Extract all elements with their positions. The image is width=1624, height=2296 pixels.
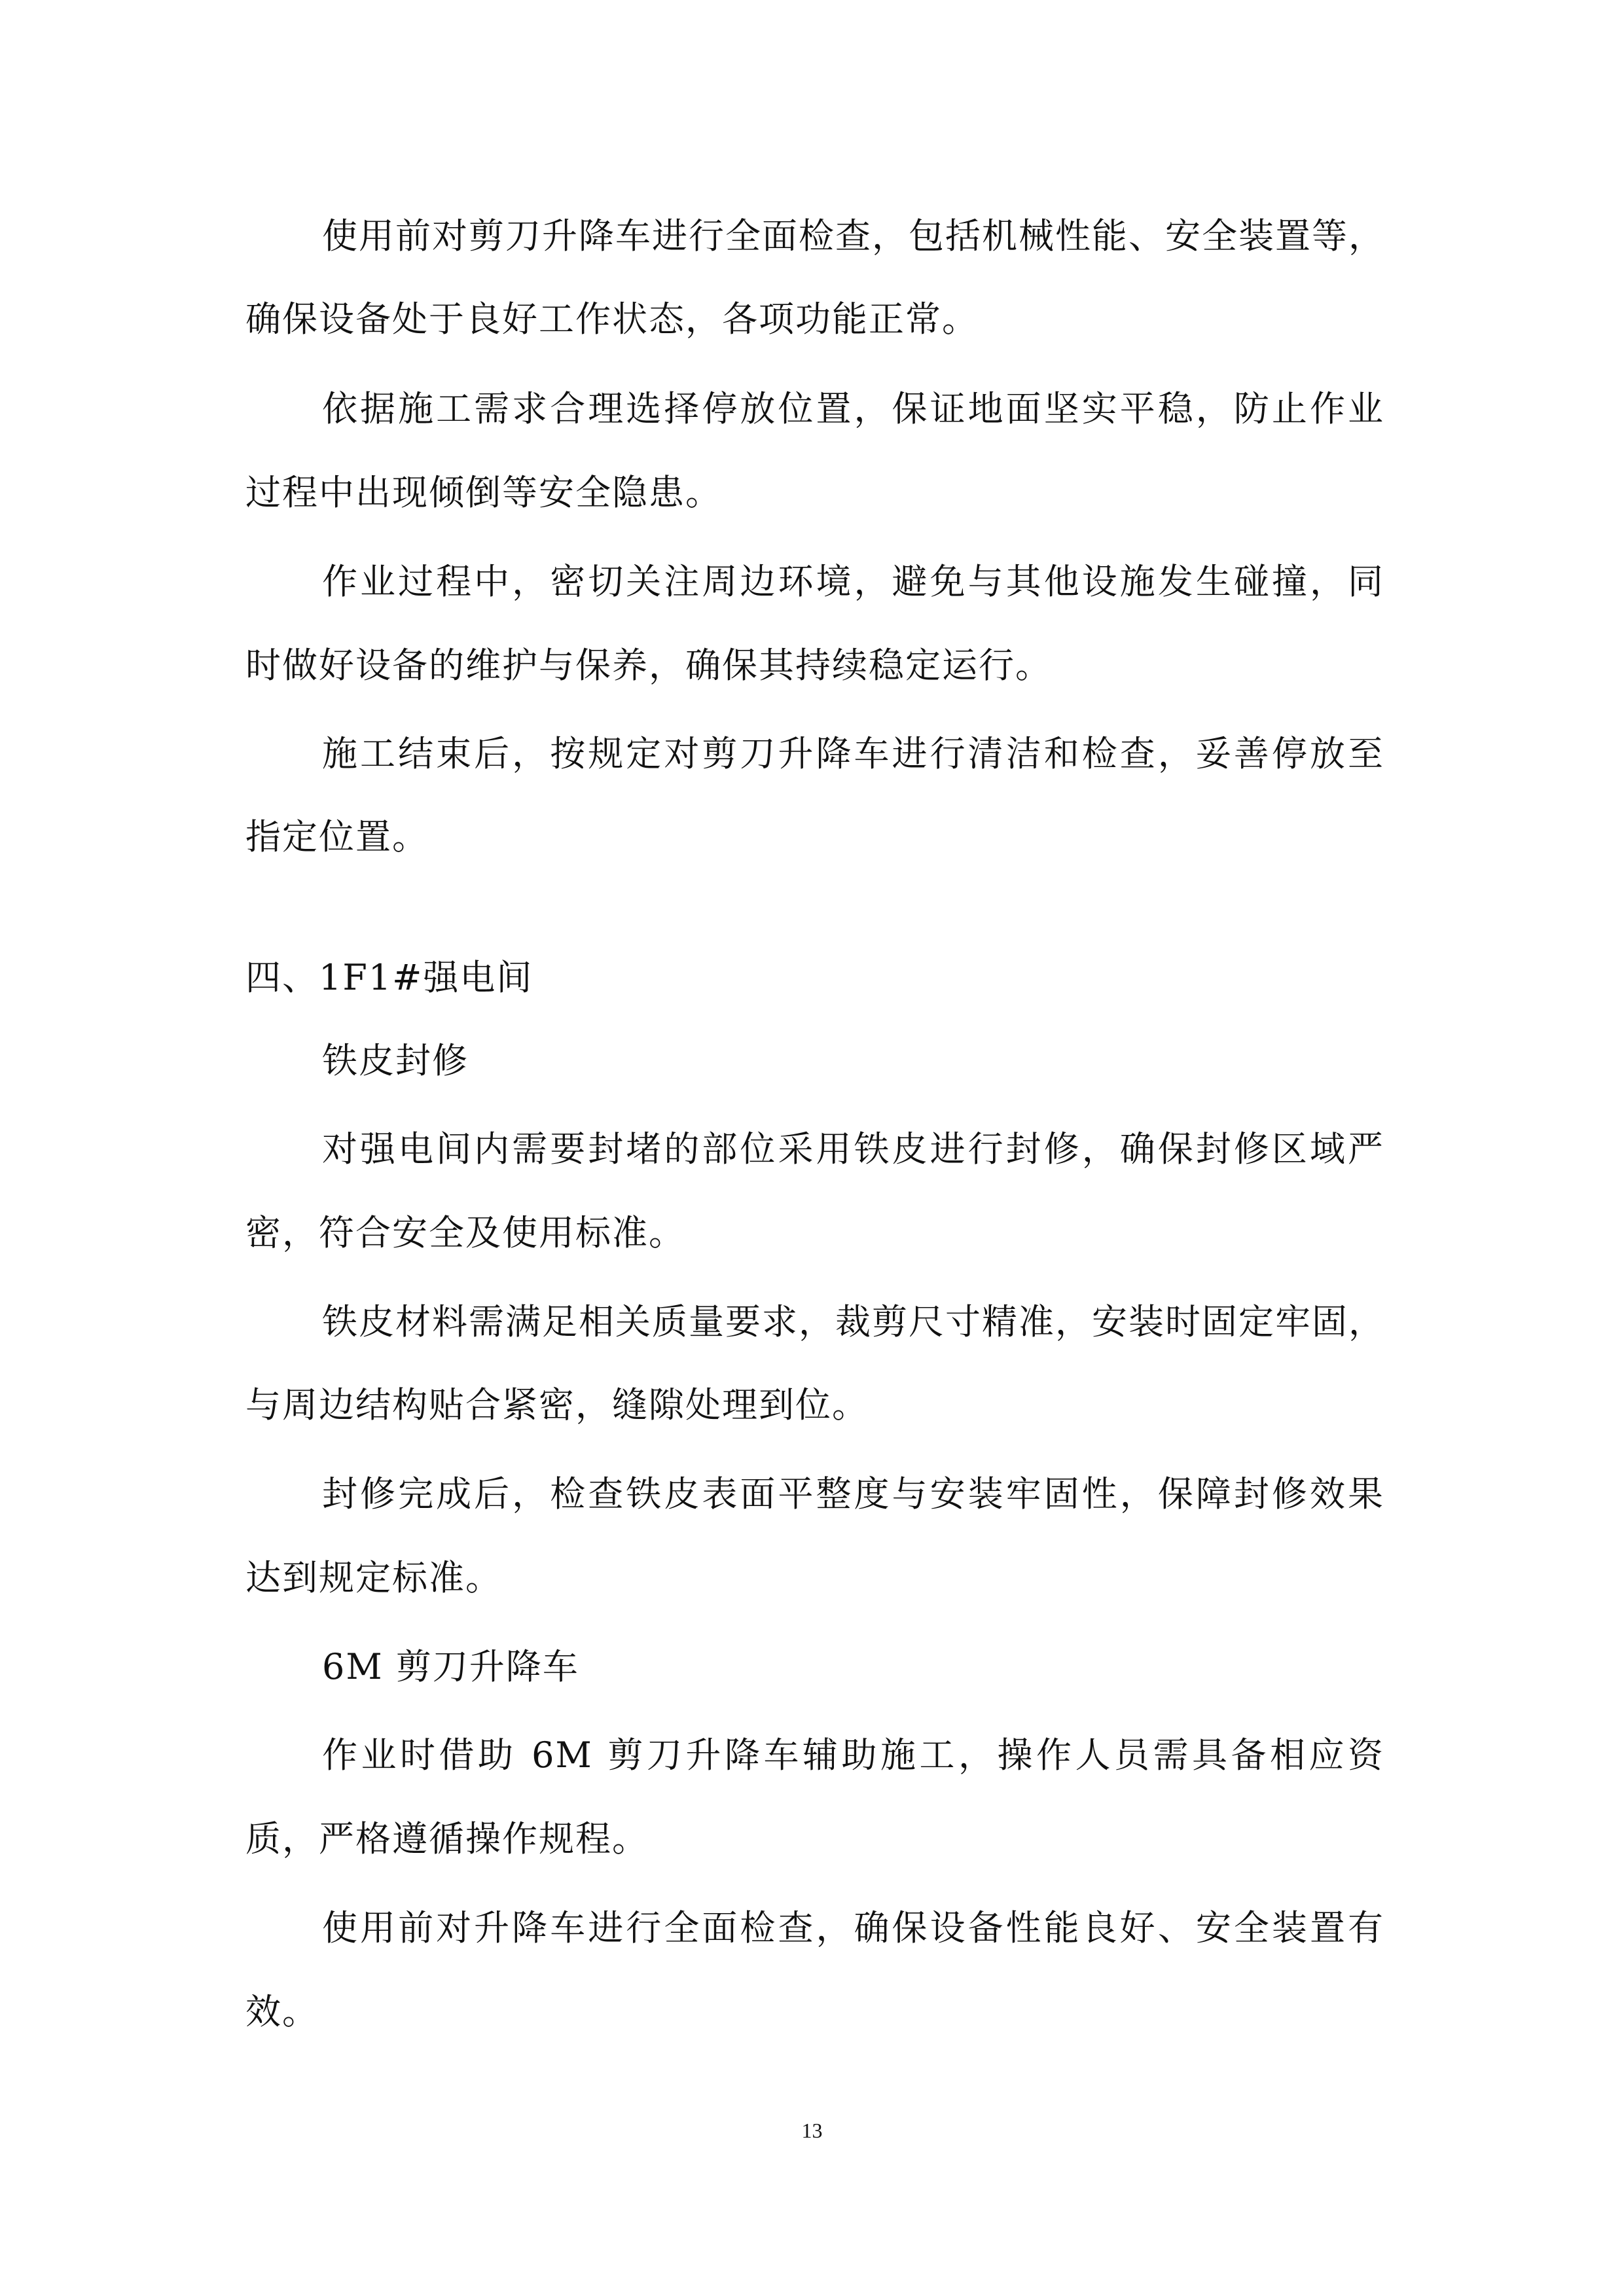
paragraph-line: 指定位置。 [245, 816, 429, 857]
subheading: 6M 剪刀升降车 [322, 1646, 579, 1687]
paragraph-line: 过程中出现倾倒等安全隐患。 [245, 472, 722, 513]
paragraph-line: 效。 [245, 1991, 319, 2032]
paragraph-line: 铁皮材料需满足相关质量要求，裁剪尺寸精准，安装时固定牢固， [322, 1301, 1385, 1342]
paragraph-line: 质，严格遵循操作规程。 [245, 1818, 649, 1859]
paragraph-line: 使用前对剪刀升降车进行全面检查，包括机械性能、安全装置等， [322, 215, 1385, 257]
paragraph-line: 达到规定标准。 [245, 1557, 502, 1598]
paragraph-line: 与周边结构贴合紧密，缝隙处理到位。 [245, 1384, 869, 1426]
paragraph-line: 确保设备处于良好工作状态，各项功能正常。 [245, 298, 979, 340]
page-number: 13 [801, 2119, 823, 2142]
paragraph-line: 封修完成后，检查铁皮表面平整度与安装牢固性，保障封修效果 [322, 1473, 1384, 1515]
paragraph-line: 依据施工需求合理选择停放位置，保证地面坚实平稳，防止作业 [322, 388, 1384, 429]
paragraph-line: 使用前对升降车进行全面检查，确保设备性能良好、安全装置有 [322, 1907, 1384, 1948]
paragraph-line: 密，符合安全及使用标准。 [245, 1212, 685, 1253]
paragraph-line: 对强电间内需要封堵的部位采用铁皮进行封修，确保封修区域严 [322, 1128, 1384, 1170]
subheading: 铁皮封修 [322, 1040, 469, 1081]
paragraph-line: 时做好设备的维护与保养，确保其持续稳定运行。 [245, 645, 1052, 686]
paragraph-line: 作业时借助 6M 剪刀升降车辅助施工，操作人员需具备相应资 [322, 1734, 1384, 1776]
paragraph-line: 施工结束后，按规定对剪刀升降车进行清洁和检查，妥善停放至 [322, 733, 1384, 774]
paragraph-line: 作业过程中，密切关注周边环境，避免与其他设施发生碰撞，同 [322, 561, 1384, 602]
section-heading: 四、1F1#强电间 [245, 957, 533, 998]
